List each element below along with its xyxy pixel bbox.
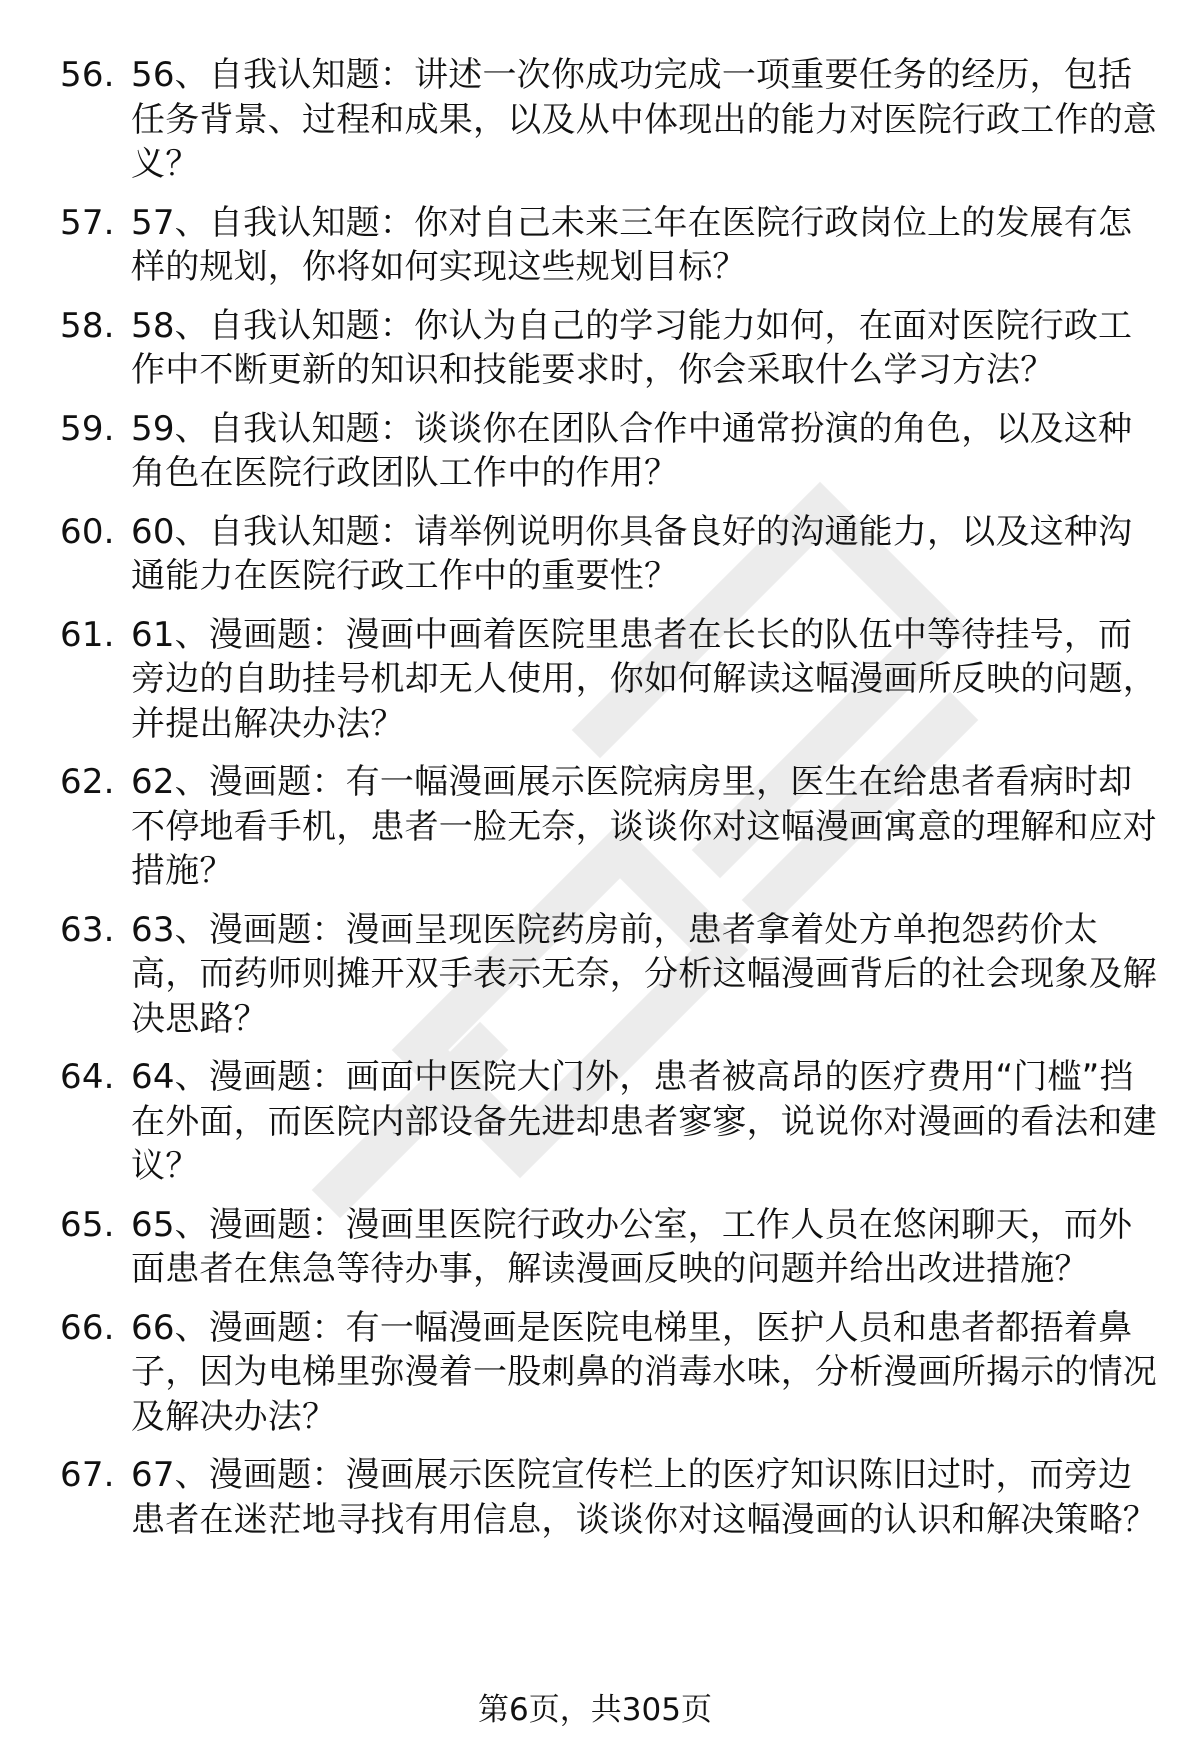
question-number: 64. xyxy=(60,1057,115,1097)
question-item-66 xyxy=(0,1306,1190,1440)
question-item-59 xyxy=(0,407,1190,496)
question-text: 64、漫画题：画面中医院大门外，患者被高昂的医疗费用“门槛”挡在外面，而医院内部设备先进却患者寥寥，说说你对漫画的看法和建议？ xyxy=(131,1057,1157,1186)
question-text: 62、漫画题：有一幅漫画展示医院病房里，医生在给患者看病时却不停地看手机，患者一脸无奈，谈谈你对这幅漫画寓意的理解和应对措施？ xyxy=(131,762,1157,891)
question-number: 66. xyxy=(60,1307,115,1348)
question-number: 63. xyxy=(60,909,115,950)
question-item-61 xyxy=(0,613,1190,747)
question-item-57 xyxy=(0,201,1190,290)
question-text: 63、漫画题：漫画呈现医院药房前，患者拿着处方单抱怨药价太高，而药师则摊开双手表示无奈，分析这幅漫画背后的社会现象及解决思路？ xyxy=(131,909,1157,1039)
question-number: 57. xyxy=(60,202,115,243)
question-text: 58、自我认知题：你认为自己的学习能力如何，在面对医院行政工作中不断更新的知识和技能要求时，你会采取什么学习方法？ xyxy=(131,305,1133,390)
question-item-63 xyxy=(0,908,1190,1042)
question-item-64 xyxy=(0,1055,1190,1189)
question-item-67 xyxy=(0,1453,1190,1542)
question-item-60 xyxy=(0,510,1190,599)
question-text: 56、自我认知题：讲述一次你成功完成一项重要任务的经历，包括任务背景、过程和成果，以及从中体现出的能力对医院行政工作的意义？ xyxy=(131,55,1157,184)
question-number: 67. xyxy=(60,1455,115,1495)
question-text: 66、漫画题：有一幅漫画是医院电梯里，医护人员和患者都捂着鼻子，因为电梯里弥漫着一股刺鼻的消毒水味，分析漫画所揭示的情况及解决办法？ xyxy=(131,1307,1157,1437)
question-text: 60、自我认知题：请举例说明你具备良好的沟通能力，以及这种沟通能力在医院行政工作中的重要性？ xyxy=(131,511,1133,596)
question-text: 61、漫画题：漫画中画着医院里患者在长长的队伍中等待挂号，而旁边的自助挂号机却无人使用，你如何解读这幅漫画所反映的问题，并提出解决办法？ xyxy=(131,614,1157,744)
question-text: 57、自我认知题：你对自己未来三年在医院行政岗位上的发展有怎样的规划，你将如何实现这些规划目标？ xyxy=(131,202,1133,287)
question-item-56 xyxy=(0,53,1190,187)
question-text: 59、自我认知题：谈谈你在团队合作中通常扮演的角色，以及这种角色在医院行政团队工作中的作用？ xyxy=(131,408,1133,493)
question-text: 65、漫画题：漫画里医院行政办公室，工作人员在悠闲聊天，而外面患者在焦急等待办事，解读漫画反映的问题并给出改进措施？ xyxy=(131,1204,1133,1289)
question-number: 58. xyxy=(60,305,115,346)
question-number: 56. xyxy=(60,55,115,95)
question-item-62 xyxy=(0,760,1190,894)
question-text: 67、漫画题：漫画展示医院宣传栏上的医疗知识陈旧过时，而旁边患者在迷茫地寻找有用信息，谈谈你对这幅漫画的认识和解决策略？ xyxy=(131,1455,1157,1540)
question-number: 59. xyxy=(60,408,115,449)
question-number: 60. xyxy=(60,511,115,552)
page-footer: 第6页，共305页 xyxy=(478,1692,712,1728)
question-item-65 xyxy=(0,1203,1190,1292)
question-list xyxy=(0,53,1190,1556)
question-number: 62. xyxy=(60,762,115,802)
question-number: 65. xyxy=(60,1204,115,1245)
question-number: 61. xyxy=(60,614,115,655)
question-item-58 xyxy=(0,304,1190,393)
